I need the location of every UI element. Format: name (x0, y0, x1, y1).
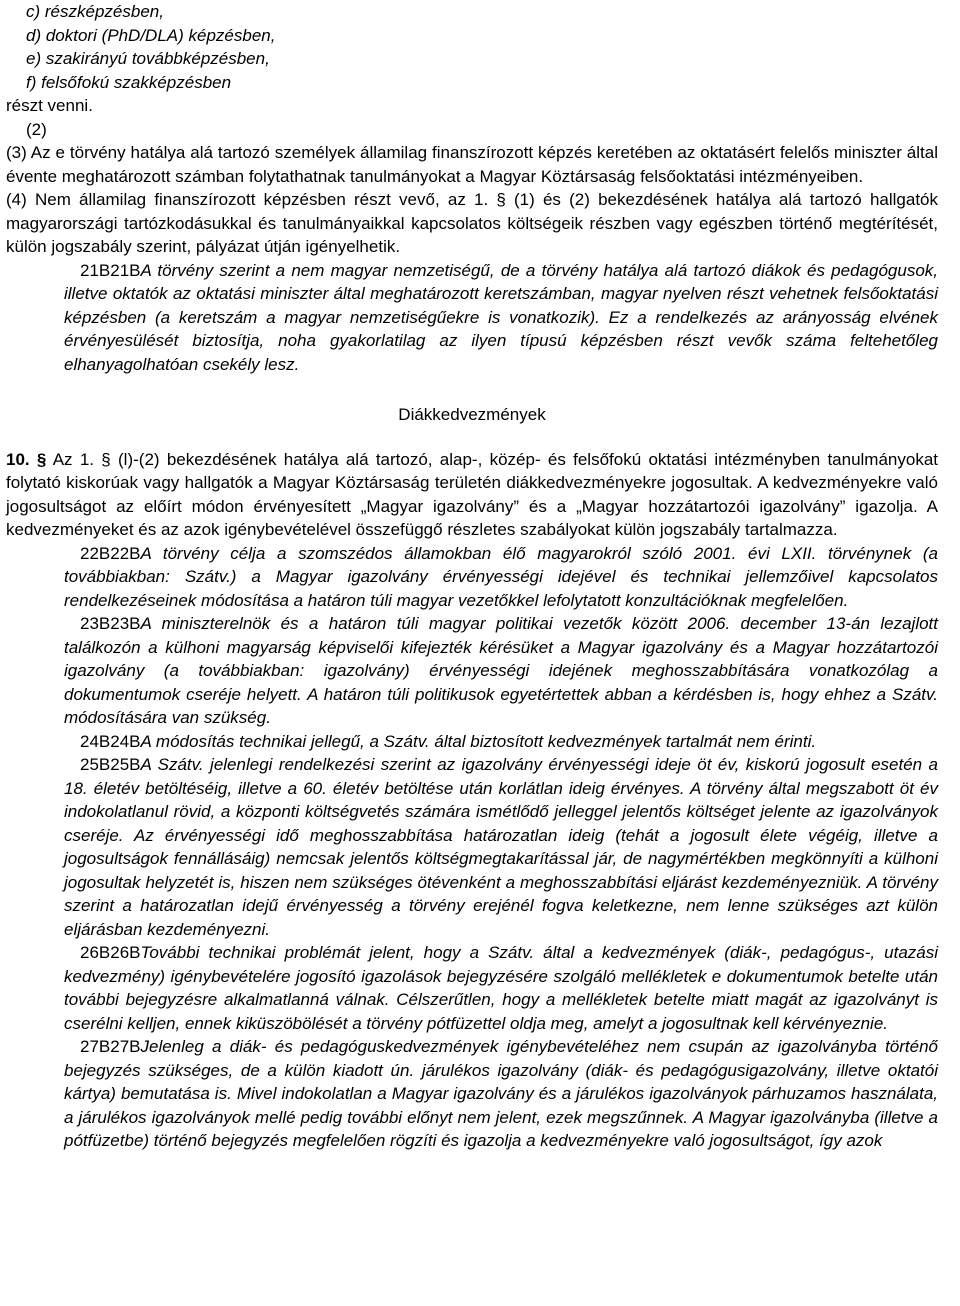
note-22 (6, 542, 938, 613)
list-item: c) részképzésben, (26, 2, 164, 21)
note-text: Jelenleg a diák- és pedagóguskedvezmények igénybevételéhez nem csupán az igazolványba történő bejegyzés szükséges, de a külön kiadott ún. járulékos igazolvány (diák- és pedagógusigazolvány, illetve oktatói kártya) bemutatása is. Mivel indokolatlan a Magyar igazolvány és a járulékos igazolványok párhuzamos használata, a járulékos igazolványok mellé pedig további előnyt nem jelent, ezek megszűnnek. A Magyar igazolványba (illetve a pótfüzetbe) történő bejegyzés megfelelően rögzíti és igazolja a kedvezményekre való jogosultságot, így azok (64, 1037, 938, 1150)
section-heading: Diákkedvezmények (398, 405, 546, 424)
note-text: A törvény szerint a nem magyar nemzetiségű, de a törvény hatálya alá tartozó diákok és pedagógusok, illetve oktatók az oktatási miniszter által meghatározott keretszámban, magyar nyelven részt vehetnek felsőoktatási képzésben (a keretszám a magyar nemzetiségűekre is vonatkozik). Ez a rendelkezés az arányosság elvének érvényesülését biztosítja, noha gyakorlatilag az ilyen típusú képzésben részt vevők száma feltehetőleg elhanyagolhatóan csekély lesz. (64, 260, 938, 374)
paragraph-3: (3) Az e törvény hatálya alá tartozó személyek államilag finanszírozott képzés keretében az oktatásért felelős miniszter által évente meghatározott számban folytathatnak tanulmányokat a Magyar Köztársaság felsőoktatási intézményeiben. (6, 143, 938, 186)
note-prefix: 27B27B (80, 1037, 141, 1056)
note-26 (6, 941, 938, 1035)
note-27 (6, 1035, 938, 1153)
note-text: A törvény célja a szomszédos államokban élő magyarokról szóló 2001. évi LXII. törvénynek (a továbbiakban: Szátv.) a Magyar igazolvány érvényességi idejével és technikai jellemzőivel kapcsolatos rendelkezéseinek módosítása a határon túli magyar vezetőkkel lefolytatott konzultációknak megfelelően. (64, 543, 938, 610)
section-10 (6, 448, 938, 542)
note-23 (6, 612, 938, 730)
note-25 (6, 753, 938, 941)
paragraph-4: (4) Nem államilag finanszírozott képzésben részt vevő, az 1. § (1) és (2) bekezdésének hatálya alá tartozó hallgatók magyarországi tartózkodásukkal és tanulmányaikkal kapcsolatos költségeik részben vagy egészben történő megtérítését, külön jogszabály szerint, pályázat útján igényelhetik. (6, 190, 938, 256)
section-number: 10. § (6, 449, 47, 469)
paragraph-reszt-venni: részt venni. (6, 96, 93, 115)
note-prefix: 24B24B (80, 731, 141, 751)
paragraph-2: (2) (26, 119, 47, 139)
note-24 (6, 730, 938, 754)
note-prefix: 23B23B (80, 614, 141, 633)
note-text: A Szátv. jelenlegi rendelkezési szerint az igazolvány érvényességi ideje öt év, kiskorú jogosult esetén a 18. életév betöltéséig, illetve a 60. életév betöltése után korlátlan ideig érvényes. A törvény által megszabott öt év indokolatlanul rövid, a központi költségvetés számára ismétlődő jelleggel jelentős költséget jelente az igazolványok cseréje. Az érvényességi idő meghosszabbítása határozatlan ideig (tehát a jogosult élete végéig, illetve a jogosultságok fennállásáig) nemcsak jelentős költségmegtakarítással jár, de nagymértékben megkönnyíti a külhoni jogosultak helyzetét is, hiszen nem szükséges ötévenként a meghosszabbítási eljárást kezdeményezniük. A törvény szerint a határozatlan idejű érvényesség a törvény erejénél fogva keletkezne, nem lenne szükséges azt külön eljárásban kezdeményezni. (64, 755, 938, 939)
list-item: d) doktori (PhD/DLA) képzésben, (26, 25, 276, 45)
note-prefix: 26B26B (80, 943, 141, 962)
note-prefix: 25B25B (80, 755, 141, 774)
note-text: A miniszterelnök és a határon túli magyar politikai vezetők között 2006. december 13-án lezajlott találkozón a külhoni magyarság képviselői kifejezték kérésüket a Magyar igazolvány és a Magyar hozzátartozói igazolvány (a továbbiakban: igazolvány) érvényességi idejének meghosszabbítására vonatkozólag a dokumentumok cseréje helyett. A határon túli politikusok egyetértettek abban a kérdésben is, hogy ehhez a Szátv. módosítására van szükség. (64, 614, 938, 727)
note-21 (6, 259, 938, 377)
note-prefix: 22B22B (80, 543, 141, 563)
note-text: További technikai problémát jelent, hogy a Szátv. által a kedvezmények (diák-, pedagógus-, utazási kedvezmény) igénybevételére jogosító igazolások bejegyzésére szolgáló mellékletek e dokumentumok betelte után további bejegyzésre alkalmatlanná válnak. Célszerűtlen, hogy a mellékletek betelte miatt magát az igazolványt is cserélni kelljen, ennek kiküszöbölését a törvény pótfüzettel oldja meg, amelyt a jogosultnak kell kérvényeznie. (64, 943, 938, 1033)
note-prefix: 21B21B (80, 260, 141, 280)
section-text: Az 1. § (l)-(2) bekezdésének hatálya alá tartozó, alap-, közép- és felsőfokú oktatási intézményben tanulmányokat folytató kiskorúak vagy hallgatók a Magyar Köztársaság területén diákkedvezményekre jogosultak. A kedvezményekre való jogosultságot az előírt módon érvényesített „Magyar igazolvány” és a „Magyar hozzátartozói igazolvány” igazolja. A kedvezményeket és az azok igénybevételével összefüggő részletes szabályokat külön jogszabály tartalmazza. (6, 449, 939, 539)
list-item: f) felsőfokú szakképzésben (26, 72, 232, 92)
list-item: e) szakirányú továbbképzésben, (26, 49, 270, 68)
training-type-list (6, 0, 938, 94)
note-text: A módosítás technikai jellegű, a Szátv. által biztosított kedvezmények tartalmát nem érinti. (140, 731, 817, 751)
